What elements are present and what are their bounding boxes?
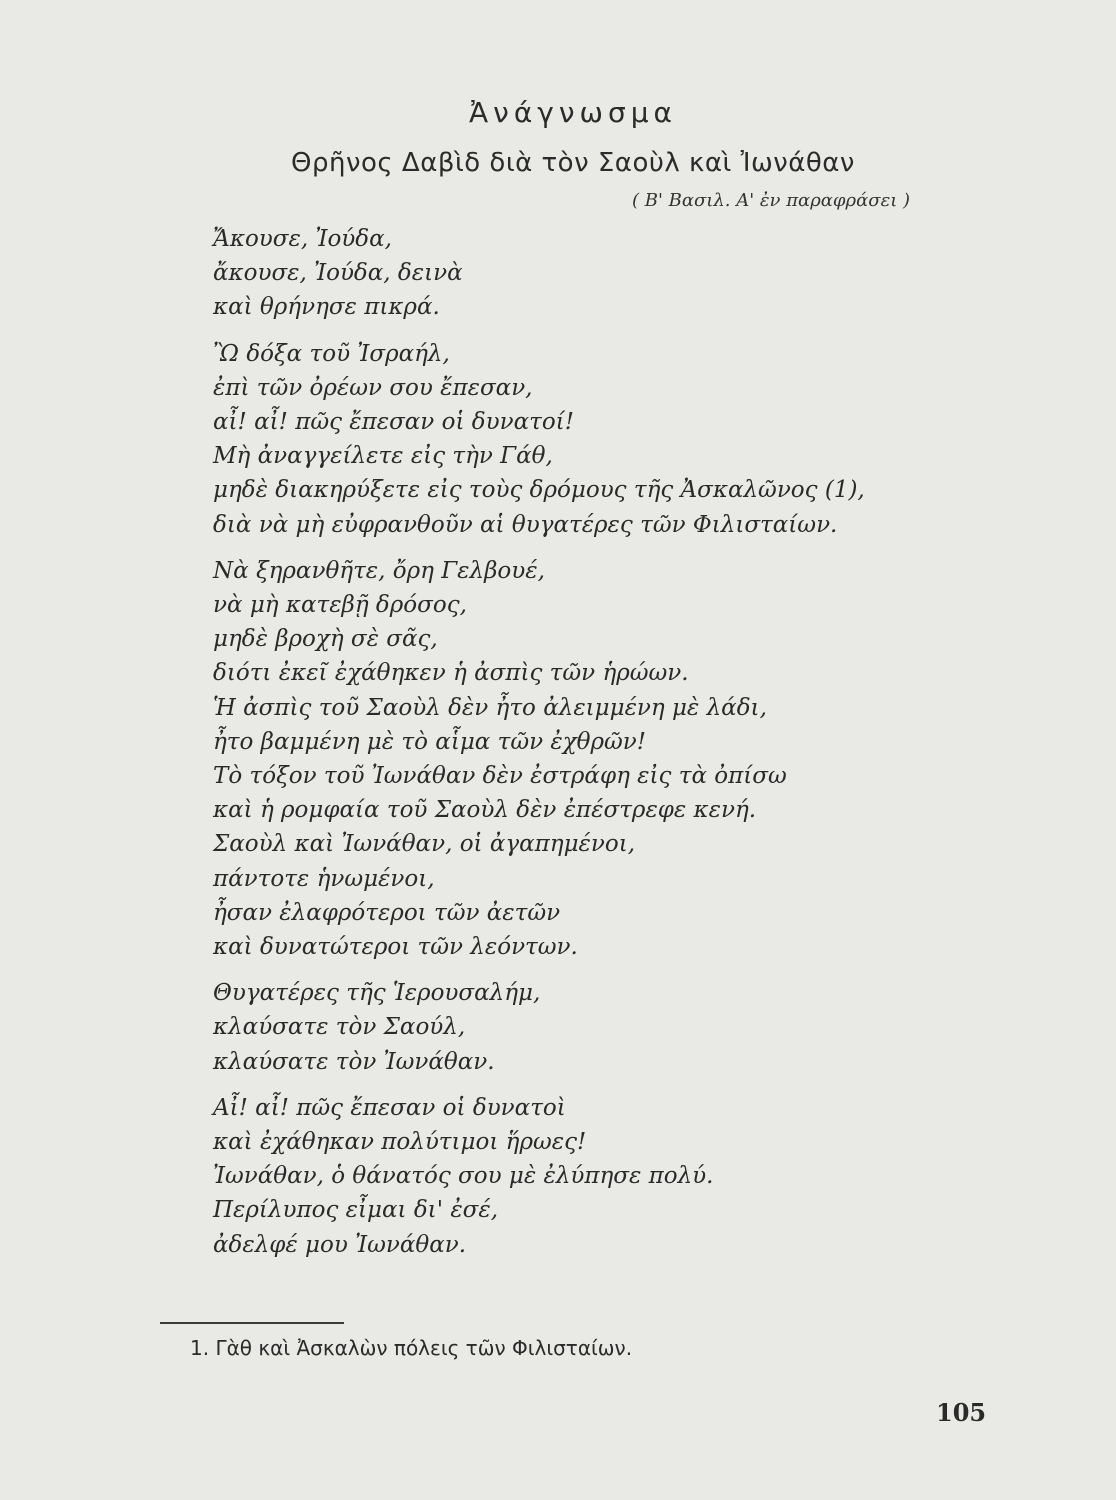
- stanza-2: [213, 337, 993, 542]
- poem-line: Τὸ τόξον τοῦ Ἰωνάθαν δὲν ἐστράφη εἰς τὰ ὀπίσω: [213, 763, 787, 790]
- stanza-1: [213, 222, 993, 325]
- poem-line: διότι ἐκεῖ ἐχάθηκεν ἡ ἀσπὶς τῶν ἡρώων.: [213, 660, 689, 687]
- poem-line: ἦτο βαμμένη μὲ τὸ αἷμα τῶν ἐχθρῶν!: [213, 728, 647, 755]
- poem-line: ἐπὶ τῶν ὀρέων σου ἔπεσαν,: [213, 374, 533, 401]
- footnote-divider: [160, 1322, 344, 1324]
- poem-line: Θυγατέρες τῆς Ἱερουσαλήμ,: [213, 980, 541, 1007]
- poem-line: Ἡ ἀσπὶς τοῦ Σαοὺλ δὲν ἦτο ἀλειμμένη μὲ λάδι,: [213, 694, 767, 721]
- footnote-reference: (1),: [824, 477, 865, 504]
- poem-line: Περίλυπος εἶμαι δι' ἐσέ,: [213, 1197, 499, 1224]
- poem-line: Ὢ δόξα τοῦ Ἰσραήλ,: [213, 340, 450, 367]
- section-title: Ἀνάγνωσμα: [469, 96, 677, 129]
- poem-line: Ἄκουσε, Ἰούδα,: [213, 226, 392, 252]
- stanza-3: [213, 554, 993, 964]
- poem-title: Θρῆνος Δαβὶδ διὰ τὸν Σαοὺλ καὶ Ἰωνάθαν: [291, 148, 855, 178]
- poem-line: ἀδελφέ μου Ἰωνάθαν.: [213, 1231, 467, 1258]
- source-note: ( Β' Βασιλ. Α' ἐν παραφράσει ): [632, 190, 911, 211]
- poem-line: πάντοτε ἡνωμένοι,: [213, 865, 435, 892]
- poem-line: κλαύσατε τὸν Σαούλ,: [213, 1014, 466, 1041]
- poem-line: κλαύσατε τὸν Ἰωνάθαν.: [213, 1048, 495, 1075]
- poem-line: διὰ νὰ μὴ εὐφρανθοῦν αἱ θυγατέρες τῶν Φιλισταίων.: [213, 511, 838, 538]
- poem-line: νὰ μὴ κατεβῇ δρόσος,: [213, 592, 467, 619]
- footnote: 1. Γὰθ καὶ Ἀσκαλὼν πόλεις τῶν Φιλισταίων.: [190, 1336, 633, 1360]
- stanza-4: [213, 976, 993, 1079]
- page-number: 105: [936, 1398, 987, 1427]
- poem-line: καὶ ἡ ρομφαία τοῦ Σαοὺλ δὲν ἐπέστρεφε κενή.: [213, 797, 757, 824]
- poem-line: καὶ ἐχάθηκαν πολύτιμοι ἥρωες!: [213, 1129, 587, 1156]
- poem-line: καὶ θρήνησε πικρά.: [213, 294, 440, 321]
- poem-line: μηδὲ βροχὴ σὲ σᾶς,: [213, 626, 438, 653]
- poem-line: αἶ! αἶ! πῶς ἔπεσαν οἱ δυνατοί!: [213, 409, 574, 436]
- poem-line: Μὴ ἀναγγείλετε εἰς τὴν Γάθ,: [213, 443, 553, 470]
- poem-line-with-footnote: [213, 473, 993, 507]
- poem-line: Αἶ! αἶ! πῶς ἔπεσαν οἱ δυνατοὶ: [213, 1094, 566, 1121]
- poem-line: Σαοὺλ καὶ Ἰωνάθαν, οἱ ἀγαπημένοι,: [213, 831, 636, 858]
- stanza-5: [213, 1091, 993, 1262]
- poem: [213, 222, 993, 1274]
- poem-line: καὶ δυνατώτεροι τῶν λεόντων.: [213, 934, 578, 961]
- poem-line: Ἰωνάθαν, ὁ θάνατός σου μὲ ἐλύπησε πολύ.: [213, 1163, 714, 1190]
- poem-line: Νὰ ξηρανθῆτε, ὄρη Γελβουέ,: [213, 557, 545, 584]
- poem-line: ἄκουσε, Ἰούδα, δεινὰ: [213, 260, 463, 287]
- poem-line-text: μηδὲ διακηρύξετε εἰς τοὺς δρόμους τῆς Ἀσκαλῶνος: [213, 477, 818, 504]
- poem-line: ἦσαν ἐλαφρότεροι τῶν ἀετῶν: [213, 899, 561, 926]
